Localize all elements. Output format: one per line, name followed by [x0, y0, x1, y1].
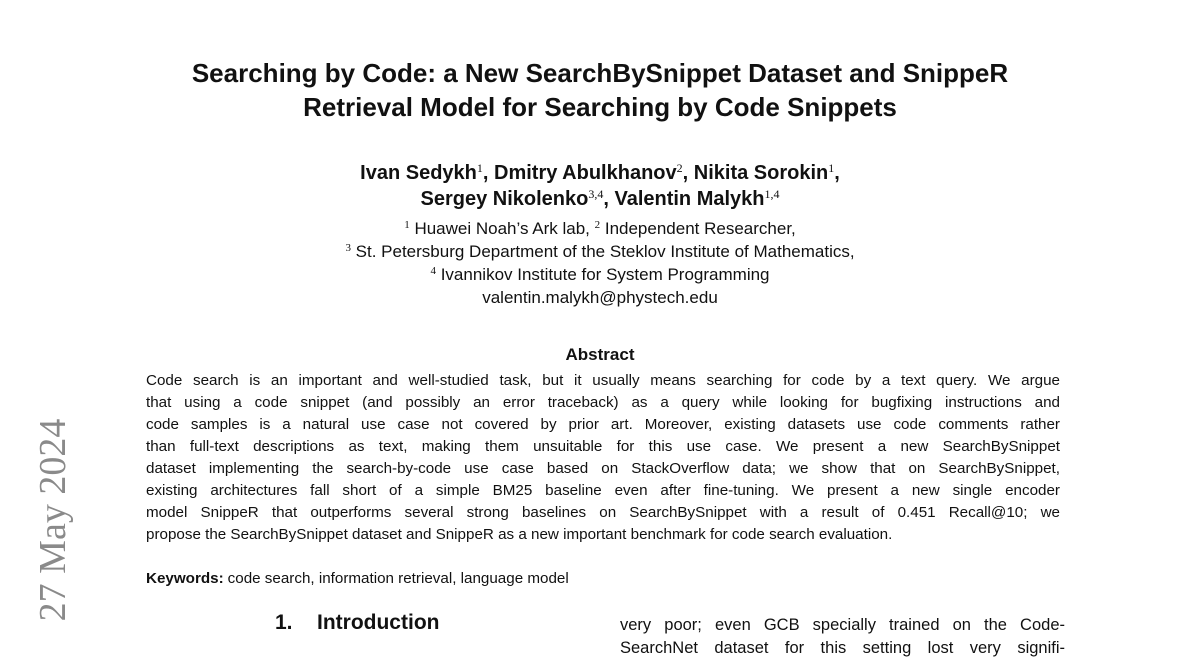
affiliation-line-2: [0, 240, 1200, 263]
author-list: [0, 160, 1200, 212]
arxiv-side-date: [28, 410, 78, 630]
author-name: Nikita Sorokin: [693, 162, 829, 184]
section-heading-introduction: [275, 609, 439, 637]
body-text-line: very poor; even GCB specially trained on the Code-: [620, 616, 1065, 634]
abstract-line: than full-text descriptions as text, making them unsuitable for this use case. We present a new SearchBySnippet: [146, 438, 1060, 455]
contact-email[interactable]: valentin.malykh@phystech.edu: [482, 288, 718, 307]
author-name: Sergey Nikolenko: [420, 188, 589, 210]
affil-sup: 1: [404, 219, 410, 231]
author-affil-sup: 1: [476, 161, 483, 175]
keywords-text: code search, information retrieval, language model: [227, 570, 569, 587]
author-name: Dmitry Abulkhanov: [494, 162, 677, 184]
affil-text: Huawei Noah’s Ark lab,: [409, 219, 595, 238]
author-affil-sup: 2: [676, 161, 683, 175]
affil-text: Independent Researcher,: [600, 219, 796, 238]
author-affil-sup: 1,4: [764, 187, 780, 201]
author-separator: ,: [834, 162, 840, 184]
abstract-line: dataset implementing the search-by-code use case based on StackOverflow data; we show that on SearchBySnippet,: [146, 460, 1060, 477]
affil-text: St. Petersburg Department of the Steklov Institute of Mathematics,: [350, 242, 855, 261]
keywords: [146, 568, 1060, 590]
author-affil-sup: 3,4: [588, 187, 604, 201]
section-number: 1.: [275, 611, 293, 634]
affiliation-line-3: [0, 263, 1200, 286]
author-line-2: [0, 186, 1200, 212]
affil-sup: 3: [345, 242, 351, 254]
section-title: Introduction: [317, 611, 440, 634]
author-separator: ,: [482, 162, 495, 184]
affil-text: Ivannikov Institute for System Programming: [435, 265, 770, 284]
paper-title: [0, 56, 1200, 124]
affil-sup: 2: [594, 219, 601, 231]
affil-sup: 4: [430, 265, 436, 277]
abstract-line: existing architectures fall short of a simple BM25 baseline even after fine-tuning. We present a new single encoder: [146, 482, 1060, 499]
abstract-line: that using a code snippet (and possibly an error traceback) as a query while looking for bugfixing instructions and: [146, 394, 1060, 411]
abstract-line: propose the SearchBySnippet dataset and SnippeR as a new important benchmark for code search evaluation.: [146, 526, 893, 543]
author-affil-sup: 1: [828, 161, 835, 175]
author-line-1: [0, 160, 1200, 186]
author-name: Valentin Malykh: [614, 188, 765, 210]
right-column-text: [620, 614, 1065, 660]
abstract-heading: Abstract: [565, 345, 635, 364]
abstract-line: code samples is a natural use case not covered by prior art. Moreover, existing datasets use code comments rather: [146, 416, 1060, 433]
side-date-text: 27 May 2024: [32, 418, 74, 622]
title-line-2: Retrieval Model for Searching by Code Snippets: [303, 92, 897, 122]
abstract-line: Code search is an important and well-studied task, but it usually means searching for code by a text query. We argue: [146, 372, 1060, 389]
body-text-line: SearchNet dataset for this setting lost very signifi-: [620, 639, 1065, 657]
author-separator: ,: [603, 188, 615, 210]
author-separator: ,: [682, 162, 694, 184]
title-line-1: Searching by Code: a New SearchBySnippet Dataset and SnippeR: [191, 58, 1009, 88]
abstract-body: [146, 370, 1060, 546]
affiliation-line-1: [0, 217, 1200, 240]
affiliations: [0, 217, 1200, 309]
abstract-line: model SnippeR that outperforms several strong baselines on SearchBySnippet with a result of 0.451 Recall@10; we: [146, 504, 1060, 521]
keywords-label: Keywords:: [146, 570, 224, 587]
author-name: Ivan Sedykh: [360, 162, 477, 184]
